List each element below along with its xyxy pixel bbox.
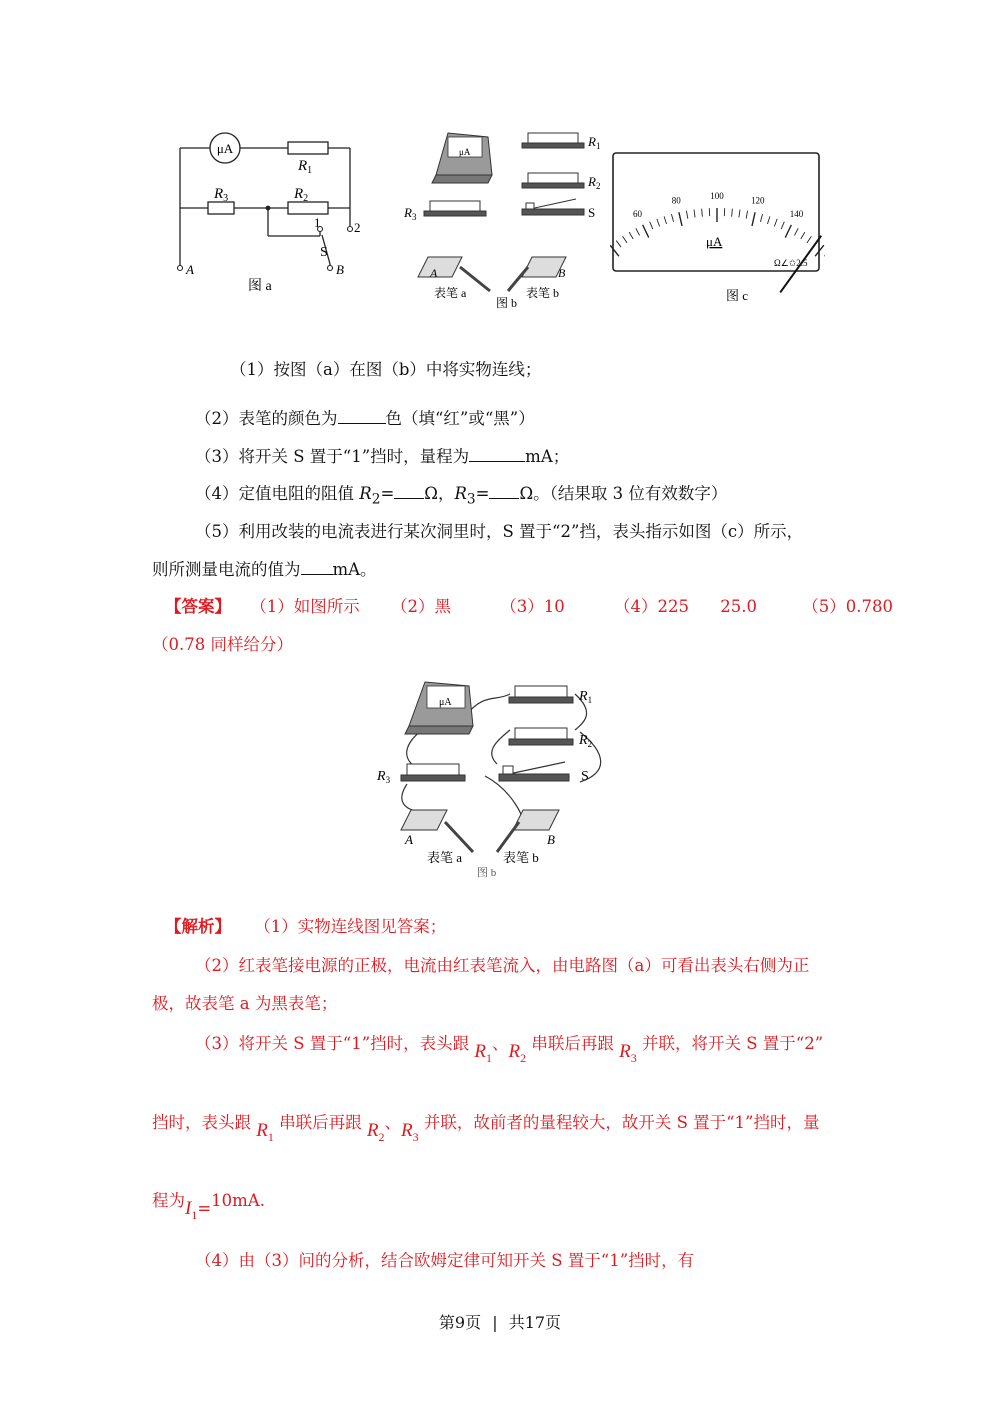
analysis-label: 【解析】 [165,917,231,936]
svg-text:R2 [578,733,592,749]
question-4-blank-r3[interactable] [489,484,519,499]
analysis-sym-r1b: R [256,1120,268,1141]
analysis-p3-text-c: 并联，将开关 S 置于“2” [642,1034,824,1053]
question-4-ohm-2: Ω。（结果取 3 位有效数字） [519,484,728,503]
analysis-p3-line-1 [195,1033,824,1065]
answer-line [165,596,893,618]
analysis-p3-text-g: 程为 [152,1191,185,1210]
analysis-p3-text-h: 10mA. [211,1191,265,1210]
fig-answer-probe-a: 表笔 a [427,850,463,865]
fig-b-probe-a: 表笔 a [434,286,467,300]
fig-answer-node-b: B [547,832,555,847]
analysis-sym-r3: R [619,1041,631,1062]
fig-b-node-b: B [558,266,566,280]
analysis-sym-r1-sub: 1 [486,1050,493,1065]
fig-b-r1-sub: 1 [595,141,601,151]
fig-b-r2-label: R [588,174,596,189]
question-3-text-tail: mA； [525,447,570,466]
analysis-sym-r2: R [508,1041,521,1062]
svg-text:R3 [213,186,228,204]
page-footer [0,1310,1000,1333]
fig-b-r3-sub: 3 [411,212,417,222]
dial-scale-label: 120 [751,195,765,206]
question-4 [195,483,727,510]
fig-a-r3-sub: 3 [223,193,229,204]
analysis-p3-text-d: 挡时，表头跟 [152,1113,251,1132]
answer-item-4: （4）225 [614,597,689,616]
fig-answer-r2-label: R [579,733,588,748]
question-4-text: （4）定值电阻的阻值 [195,484,360,503]
dial-scale-label: 100 [710,191,724,201]
question-5-blank[interactable] [301,560,333,575]
analysis-sym-r1: R [474,1041,487,1062]
fig-a-node-a: A [186,262,194,277]
footer-total: 共17页 [508,1313,562,1332]
question-5-text-tail: mA。 [332,560,377,579]
analysis-eq: = [197,1199,212,1218]
analysis-sym-r3b: R [400,1120,413,1141]
question-4-eq-2: = [475,484,490,503]
fig-answer-r2-sub: 2 [587,739,593,749]
fig-answer-r3-sub: 3 [385,775,391,785]
analysis-p3-line-2 [152,1112,820,1144]
question-4-eq-1: = [380,484,395,503]
analysis-sym-r2-sub: 2 [520,1050,527,1065]
question-4-r2-sub: 2 [371,491,381,508]
fig-a-r3-label: R [214,186,224,202]
analysis-sep-1: 、 [492,1034,509,1053]
fig-b-r3-label: R [404,205,412,220]
analysis-sym-r3b-sub: 3 [412,1129,419,1144]
fig-answer-r1-label: R [579,689,588,704]
question-4-blank-r2[interactable] [394,484,424,499]
svg-text:R2 [293,186,308,204]
fig-b-switch-label: S [588,205,596,220]
fig-c-unit: μA [706,234,723,249]
question-5-text: 则所测量电流的值为 [152,560,301,579]
fig-answer-probe-b: 表笔 b [503,850,539,865]
fig-a-r1-label: R [298,158,308,174]
fig-answer-node-a: A [405,832,413,847]
question-2-blank[interactable] [338,409,386,424]
question-2-text-tail: 色（填“红”或“黑”） [385,409,535,428]
answer-item-3: （3）10 [500,597,565,616]
analysis-line-1 [165,916,446,938]
fig-a-r2-label: R [294,186,304,202]
analysis-sym-r1b-sub: 1 [267,1129,274,1144]
figure-answer-wiring [375,672,610,880]
analysis-p2-line-1: （2）红表笔接电源的正极，电流由红表笔流入，由电路图（a）可看出表头右侧为正 [195,956,810,975]
fig-a-terminal-1: 1 [314,215,321,230]
question-2 [195,408,535,430]
question-3 [195,446,569,468]
question-4-r3: R [454,484,467,503]
fig-b-meter-label: μA [459,147,471,157]
svg-text:R1 [587,134,600,151]
svg-text:R3 [376,769,391,785]
question-4-r3-sub: 3 [466,491,476,508]
fig-a-r1-sub: 1 [307,165,313,176]
dial-scale-label: 80 [671,195,681,206]
analysis-p1: （1）实物连线图见答案； [254,917,447,936]
fig-answer-switch-label: S [581,769,589,784]
fig-answer-r3-label: R [377,769,386,784]
footer-page: 第9页 [438,1313,482,1332]
analysis-sym-i1-sub: 1 [191,1207,198,1222]
fig-a-meter-label: μA [216,141,234,156]
svg-text:R1 [297,158,312,176]
dial-scale-label: 140 [789,209,804,220]
fig-answer-r1-sub: 1 [587,695,593,705]
answer-label: 【答案】 [165,597,231,616]
fig-a-terminal-2: 2 [354,220,361,235]
svg-text:R3 [403,205,417,222]
dial-scale-label: 60 [632,209,642,220]
fig-answer-meter-label: μA [439,697,452,708]
svg-text:R1 [578,689,592,705]
question-5-line-1: （5）利用改装的电流表进行某次洞里时，S 置于“2”挡，表头指示如图（c）所示， [195,522,804,541]
fig-b-r1-label: R [588,134,596,149]
answer-item-1: （1）如图所示 [250,597,360,616]
figure-a-circuit [170,128,380,303]
fig-b-probe-b: 表笔 b [526,286,560,300]
question-3-text: （3）将开关 S 置于“1”挡时，量程为 [195,447,470,466]
fig-b-caption: 图 b [496,296,518,310]
analysis-sym-r2b: R [366,1120,379,1141]
answer-item-5: 25.0 [720,597,757,616]
analysis-p4: （4）由（3）问的分析，结合欧姆定律可知开关 S 置于“1”挡时，有 [195,1251,695,1270]
answer-item-2: （2）黑 [391,597,451,616]
analysis-p3-text-f: 并联，故前者的量程较大，故开关 S 置于“1”挡时，量 [423,1113,820,1132]
fig-c-caption: 图 c [726,288,749,303]
footer-separator: | [492,1313,498,1332]
fig-b-node-a: A [430,266,438,280]
analysis-sep-2: 、 [384,1113,401,1132]
fig-a-node-b: B [336,262,344,277]
fig-a-caption: 图 a [248,279,272,294]
analysis-sym-i1: I [185,1198,192,1219]
fig-a-switch-label: S [320,245,328,260]
question-2-text: （2）表笔的颜色为 [195,409,338,428]
question-4-r2: R [359,484,372,503]
analysis-sym-r2b-sub: 2 [378,1129,385,1144]
analysis-sym-r3-sub: 3 [630,1050,637,1065]
question-5-line-2 [152,559,377,581]
fig-answer-caption: 图 b [477,867,497,879]
svg-text:R2 [587,174,600,191]
analysis-p3-text-e: 串联后再跟 [279,1113,362,1132]
analysis-p3-line-3 [152,1190,265,1222]
question-1: （1）按图（a）在图（b）中将实物连线； [230,360,542,379]
question-3-blank[interactable] [469,447,525,462]
fig-c-corner-mark: Ω∠✩2.5 [774,258,808,268]
figure-c-meter-dial [610,150,825,310]
answer-note: （0.78 同样给分） [152,635,293,654]
figure-b-components [400,125,615,310]
analysis-p3-text-b: 串联后再跟 [531,1034,614,1053]
analysis-p2-line-2: 极，故表笔 a 为黑表笔； [152,994,338,1013]
answer-item-6: （5）0.780 [802,597,893,616]
fig-a-r2-sub: 2 [303,193,309,204]
fig-b-r2-sub: 2 [595,181,601,191]
analysis-p3-text-a: （3）将开关 S 置于“1”挡时，表头跟 [195,1034,470,1053]
question-4-ohm-1: Ω， [424,484,455,503]
